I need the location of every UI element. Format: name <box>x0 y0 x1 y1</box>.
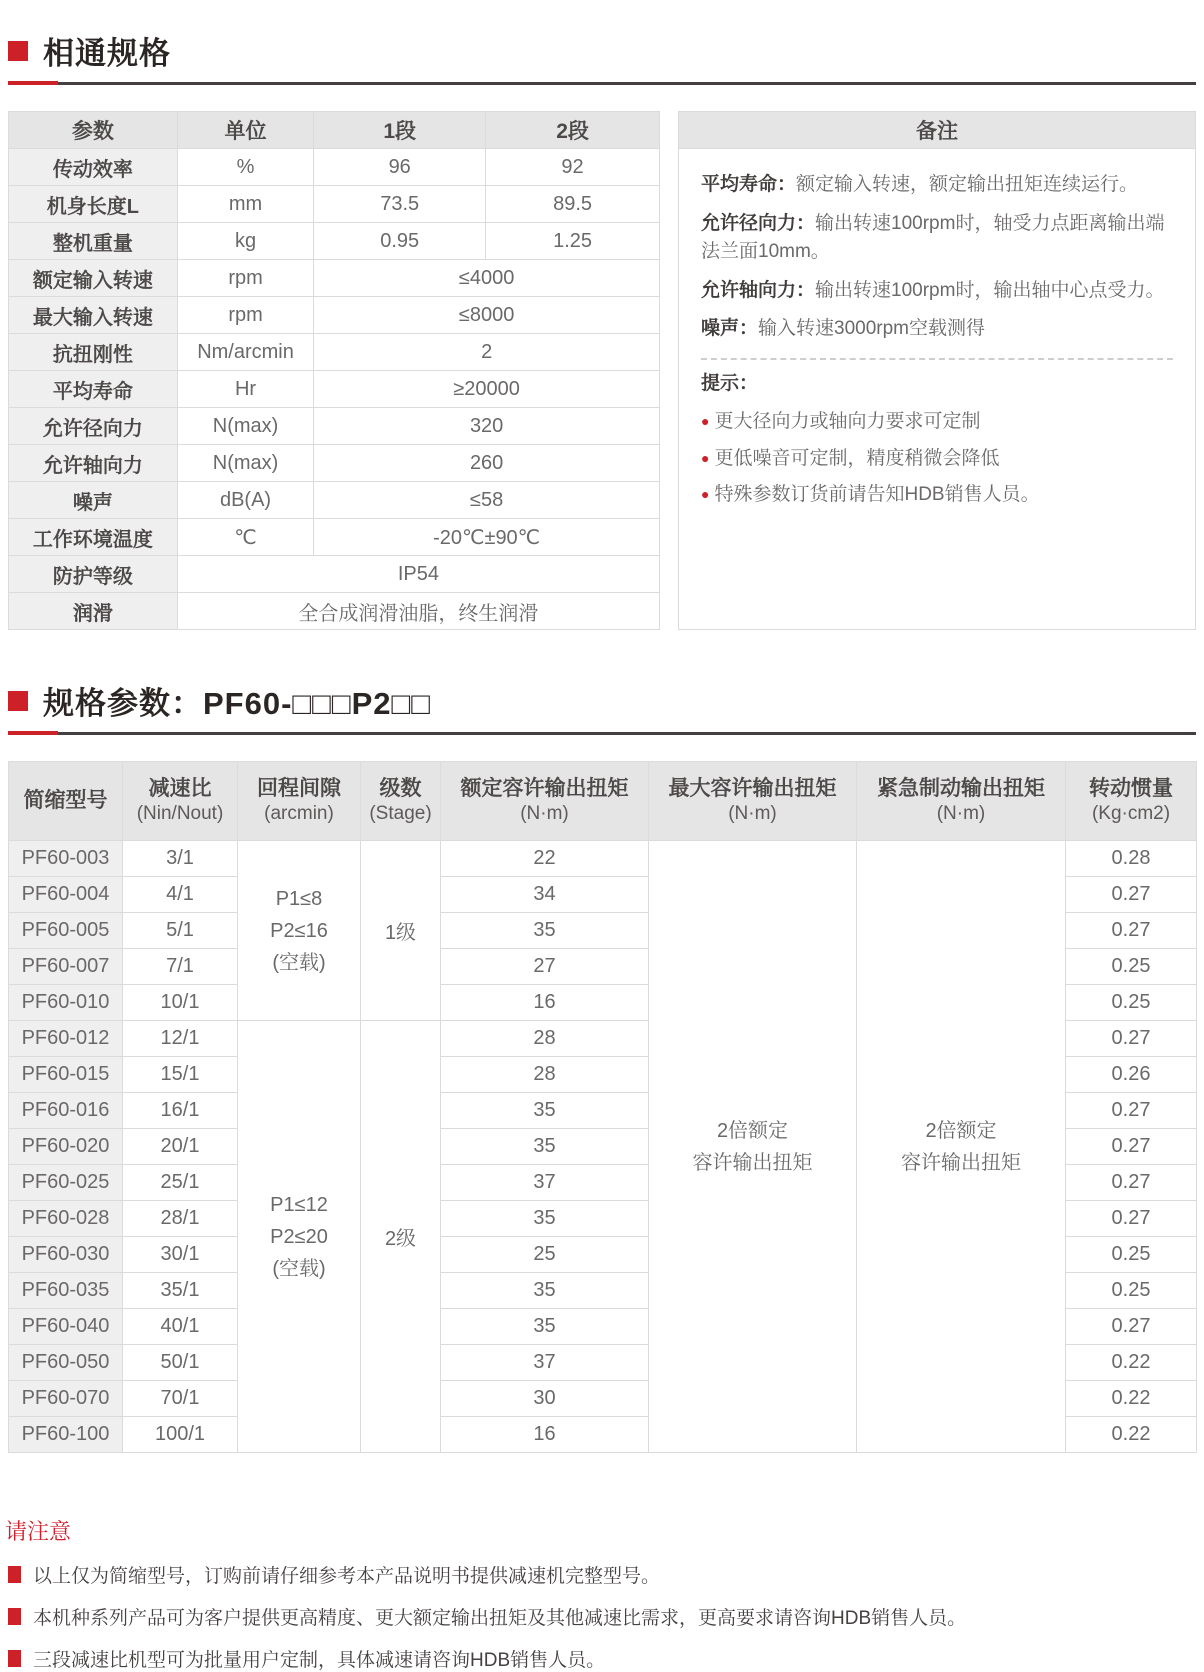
torque-cell: 35 <box>441 1201 649 1237</box>
col-ratio: 减速比 (Nin/Nout) <box>123 762 238 841</box>
note-text: 三段减速比机型可为批量用户定制，具体减速请咨询HDB销售人员。 <box>33 1650 606 1671</box>
table-row <box>9 593 660 630</box>
param-cell: 允许轴向力 <box>9 445 178 482</box>
param-cell: 允许径向力 <box>9 408 178 445</box>
remarks-panel <box>678 111 1196 630</box>
remarks-header: 备注 <box>679 112 1195 149</box>
remark-paragraph: 平均寿命：额定输入转速，额定输出扭矩连续运行。 <box>701 174 1139 195</box>
value-cell: 全合成润滑油脂，终生润滑 <box>177 593 659 630</box>
table-row <box>9 519 660 556</box>
value-cell: -20℃±90℃ <box>314 519 660 556</box>
torque-cell: 28 <box>441 1021 649 1057</box>
table-row <box>9 260 660 297</box>
section-bullet-icon <box>8 691 28 711</box>
torque-cell: 35 <box>441 1093 649 1129</box>
model-cell: PF60-050 <box>9 1345 123 1381</box>
model-cell: PF60-015 <box>9 1057 123 1093</box>
table-row <box>9 482 660 519</box>
value-cell: 1.25 <box>486 223 660 260</box>
value-cell: 96 <box>314 149 486 186</box>
note-square-icon <box>8 1650 21 1667</box>
note-item <box>8 1561 1196 1588</box>
param-cell: 整机重量 <box>9 223 178 260</box>
col-backlash: 回程间隙 (arcmin) <box>238 762 361 841</box>
ratio-cell: 3/1 <box>123 841 238 877</box>
inertia-cell: 0.27 <box>1066 1093 1197 1129</box>
model-cell: PF60-003 <box>9 841 123 877</box>
param-cell: 额定输入转速 <box>9 260 178 297</box>
param-cell: 防护等级 <box>9 556 178 593</box>
inertia-cell: 0.22 <box>1066 1345 1197 1381</box>
inertia-cell: 0.26 <box>1066 1057 1197 1093</box>
remark-paragraph: 允许径向力：输出转速100rpm时，轴受力点距离输出端法兰面10mm。 <box>701 212 1165 262</box>
table-row <box>9 408 660 445</box>
unit-cell: N(max) <box>177 408 313 445</box>
value-cell: 89.5 <box>486 186 660 223</box>
ratio-cell: 7/1 <box>123 949 238 985</box>
spec-header-row <box>9 762 1197 841</box>
table-row <box>9 334 660 371</box>
inertia-cell: 0.22 <box>1066 1381 1197 1417</box>
stage-cell: 1级 <box>361 841 441 1021</box>
model-cell: PF60-030 <box>9 1237 123 1273</box>
note-text: 本机种系列产品可为客户提供更高精度、更大额定输出扭矩及其他减速比需求，更高要求请咨询HDB销售人员。 <box>33 1608 967 1629</box>
notes-title: 请注意 <box>5 1519 72 1544</box>
value-cell: 260 <box>314 445 660 482</box>
section2-rule <box>8 731 1196 735</box>
model-cell: PF60-035 <box>9 1273 123 1309</box>
tip-item <box>701 481 1173 510</box>
unit-cell: mm <box>177 186 313 223</box>
param-cell: 机身长度L <box>9 186 178 223</box>
note-square-icon <box>8 1608 21 1625</box>
ratio-cell: 100/1 <box>123 1417 238 1453</box>
torque-cell: 25 <box>441 1237 649 1273</box>
torque-cell: 16 <box>441 985 649 1021</box>
backlash-cell: P1≤12 P2≤20 (空载) <box>238 1021 361 1453</box>
unit-cell: rpm <box>177 260 313 297</box>
table-row <box>9 297 660 334</box>
param-cell: 工作环境温度 <box>9 519 178 556</box>
bullet-dot-icon: ● <box>701 449 710 466</box>
unit-cell: % <box>177 149 313 186</box>
table-row <box>9 149 660 186</box>
inertia-cell: 0.25 <box>1066 985 1197 1021</box>
param-cell: 噪声 <box>9 482 178 519</box>
unit-cell: Nm/arcmin <box>177 334 313 371</box>
ratio-cell: 30/1 <box>123 1237 238 1273</box>
col-stage2: 2段 <box>486 112 660 149</box>
ratio-cell: 5/1 <box>123 913 238 949</box>
ratio-cell: 35/1 <box>123 1273 238 1309</box>
col-stage1: 1段 <box>314 112 486 149</box>
tip-text: 特殊参数订货前请告知HDB销售人员。 <box>714 484 1040 505</box>
section-common-spec <box>8 0 1196 85</box>
note-text: 以上仅为简缩型号，订购前请仔细参考本产品说明书提供减速机完整型号。 <box>33 1566 661 1587</box>
model-cell: PF60-012 <box>9 1021 123 1057</box>
model-cell: PF60-005 <box>9 913 123 949</box>
torque-cell: 37 <box>441 1345 649 1381</box>
param-cell: 最大输入转速 <box>9 297 178 334</box>
ratio-cell: 16/1 <box>123 1093 238 1129</box>
remark-paragraph: 噪声：输入转速3000rpm空载测得 <box>701 318 986 339</box>
inertia-cell: 0.27 <box>1066 1165 1197 1201</box>
value-cell: ≤58 <box>314 482 660 519</box>
param-cell: 平均寿命 <box>9 371 178 408</box>
unit-cell: ℃ <box>177 519 313 556</box>
col-model: 简缩型号 <box>9 762 123 841</box>
inertia-cell: 0.25 <box>1066 1237 1197 1273</box>
torque-cell: 28 <box>441 1057 649 1093</box>
col-brake-torque: 紧急制动输出扭矩 (N·m) <box>857 762 1066 841</box>
section1-rule <box>8 81 1196 85</box>
inertia-cell: 0.27 <box>1066 1201 1197 1237</box>
inertia-cell: 0.25 <box>1066 949 1197 985</box>
section1-title: 相通规格 <box>43 36 171 71</box>
model-cell: PF60-070 <box>9 1381 123 1417</box>
spec-row <box>9 841 1197 877</box>
tip-text: 更大径向力或轴向力要求可定制 <box>714 411 981 432</box>
stage-cell: 2级 <box>361 1021 441 1453</box>
unit-cell: rpm <box>177 297 313 334</box>
inertia-cell: 0.27 <box>1066 1021 1197 1057</box>
tip-item <box>701 445 1173 474</box>
param-cell: 传动效率 <box>9 149 178 186</box>
torque-cell: 35 <box>441 1129 649 1165</box>
model-cell: PF60-100 <box>9 1417 123 1453</box>
value-cell: IP54 <box>177 556 659 593</box>
col-param: 参数 <box>9 112 178 149</box>
torque-cell: 30 <box>441 1381 649 1417</box>
section-bullet-icon <box>8 41 28 61</box>
backlash-cell: P1≤8 P2≤16 (空载) <box>238 841 361 1021</box>
ratio-cell: 50/1 <box>123 1345 238 1381</box>
col-stage: 级数 (Stage) <box>361 762 441 841</box>
model-cell: PF60-007 <box>9 949 123 985</box>
table-row <box>9 223 660 260</box>
model-cell: PF60-004 <box>9 877 123 913</box>
note-item <box>8 1603 1196 1630</box>
bullet-dot-icon: ● <box>701 486 710 502</box>
ratio-cell: 70/1 <box>123 1381 238 1417</box>
torque-cell: 34 <box>441 877 649 913</box>
tips-title: 提示： <box>701 372 759 394</box>
ratio-cell: 4/1 <box>123 877 238 913</box>
ratio-cell: 15/1 <box>123 1057 238 1093</box>
model-cell: PF60-025 <box>9 1165 123 1201</box>
table-row <box>9 445 660 482</box>
torque-cell: 35 <box>441 1309 649 1345</box>
model-cell: PF60-040 <box>9 1309 123 1345</box>
inertia-cell: 0.27 <box>1066 913 1197 949</box>
ratio-cell: 10/1 <box>123 985 238 1021</box>
common-spec-table <box>8 111 660 630</box>
unit-cell: dB(A) <box>177 482 313 519</box>
table-row <box>9 556 660 593</box>
param-cell: 抗扭刚性 <box>9 334 178 371</box>
inertia-cell: 0.27 <box>1066 1129 1197 1165</box>
col-max-torque: 最大容许输出扭矩 (N·m) <box>649 762 857 841</box>
torque-cell: 35 <box>441 1273 649 1309</box>
col-unit: 单位 <box>177 112 313 149</box>
table-row <box>9 186 660 223</box>
brake-torque-cell: 2倍额定 容许输出扭矩 <box>857 841 1066 1453</box>
remark-paragraph: 允许轴向力：输出转速100rpm时，输出轴中心点受力。 <box>701 279 1165 301</box>
unit-cell: N(max) <box>177 445 313 482</box>
value-cell: 73.5 <box>314 186 486 223</box>
spec-table <box>8 761 1197 1453</box>
note-item <box>8 1645 1196 1672</box>
section-spec-params <box>8 630 1196 735</box>
torque-cell: 16 <box>441 1417 649 1453</box>
ratio-cell: 20/1 <box>123 1129 238 1165</box>
inertia-cell: 0.22 <box>1066 1417 1197 1453</box>
col-inertia: 转动惯量 (Kg·cm2) <box>1066 762 1197 841</box>
ratio-cell: 25/1 <box>123 1165 238 1201</box>
dashed-separator <box>701 358 1173 360</box>
bullet-dot-icon: ● <box>701 413 710 429</box>
value-cell: 2 <box>314 334 660 371</box>
common-header-row <box>9 112 660 149</box>
table-row <box>9 371 660 408</box>
ratio-cell: 28/1 <box>123 1201 238 1237</box>
value-cell: 92 <box>486 149 660 186</box>
unit-cell: Hr <box>177 371 313 408</box>
tip-text: 更低噪音可定制，精度稍微会降低 <box>714 447 1000 469</box>
inertia-cell: 0.28 <box>1066 841 1197 877</box>
notes-section <box>5 1515 1196 1672</box>
note-square-icon <box>8 1566 21 1583</box>
ratio-cell: 40/1 <box>123 1309 238 1345</box>
model-cell: PF60-020 <box>9 1129 123 1165</box>
unit-cell: kg <box>177 223 313 260</box>
value-cell: ≤8000 <box>314 297 660 334</box>
torque-cell: 35 <box>441 913 649 949</box>
max-torque-cell: 2倍额定 容许输出扭矩 <box>649 841 857 1453</box>
ratio-cell: 12/1 <box>123 1021 238 1057</box>
inertia-cell: 0.27 <box>1066 1309 1197 1345</box>
col-rated-torque: 额定容许输出扭矩 (N·m) <box>441 762 649 841</box>
value-cell: ≥20000 <box>314 371 660 408</box>
remarks-body <box>679 149 1195 528</box>
inertia-cell: 0.25 <box>1066 1273 1197 1309</box>
section2-title: 规格参数：PF60-□□□P2□□ <box>43 686 431 721</box>
torque-cell: 22 <box>441 841 649 877</box>
value-cell: 0.95 <box>314 223 486 260</box>
model-cell: PF60-010 <box>9 985 123 1021</box>
model-cell: PF60-028 <box>9 1201 123 1237</box>
tip-item <box>701 408 1173 437</box>
torque-cell: 37 <box>441 1165 649 1201</box>
value-cell: 320 <box>314 408 660 445</box>
param-cell: 润滑 <box>9 593 178 630</box>
model-cell: PF60-016 <box>9 1093 123 1129</box>
torque-cell: 27 <box>441 949 649 985</box>
inertia-cell: 0.27 <box>1066 877 1197 913</box>
value-cell: ≤4000 <box>314 260 660 297</box>
